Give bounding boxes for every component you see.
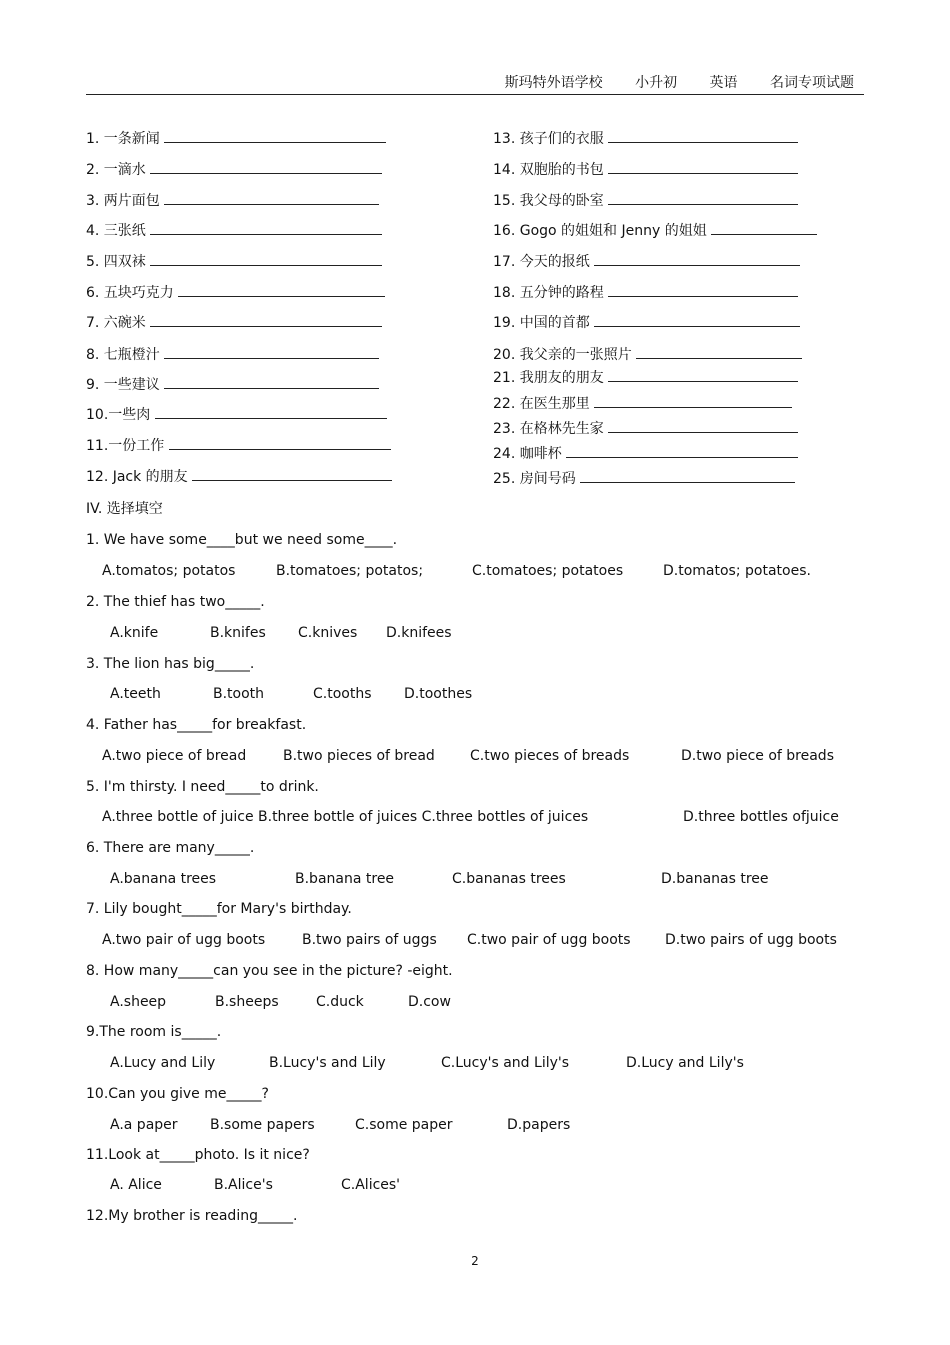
answer-blank[interactable] bbox=[594, 314, 800, 327]
item-8: 8. 七瓶橙汁 bbox=[86, 346, 379, 364]
option-8c[interactable]: C.duck bbox=[316, 994, 364, 1010]
answer-blank[interactable] bbox=[636, 346, 802, 359]
option-6d[interactable]: D.bananas tree bbox=[661, 871, 769, 887]
option-11b[interactable]: B.Alice's bbox=[214, 1177, 273, 1193]
answer-blank[interactable] bbox=[608, 369, 798, 382]
option-2a[interactable]: A.knife bbox=[110, 625, 159, 641]
question-5: 5. I'm thirsty. I need_____to drink. bbox=[86, 779, 319, 795]
option-5d[interactable]: D.three bottles ofjuice bbox=[683, 809, 839, 825]
answer-blank[interactable] bbox=[150, 314, 382, 327]
question-10: 10.Can you give me_____? bbox=[86, 1086, 269, 1102]
option-2d[interactable]: D.knifees bbox=[386, 625, 452, 641]
item-17: 17. 今天的报纸 bbox=[493, 253, 800, 271]
topic-label: 名词专项试题 bbox=[770, 75, 854, 91]
answer-blank[interactable] bbox=[608, 420, 798, 433]
item-10: 10.一些肉 bbox=[86, 406, 387, 424]
section-title: IV. 选择填空 bbox=[86, 501, 163, 517]
answer-blank[interactable] bbox=[164, 130, 386, 143]
answer-blank[interactable] bbox=[566, 445, 798, 458]
item-15: 15. 我父母的卧室 bbox=[493, 192, 798, 210]
subject-label: 英语 bbox=[709, 75, 738, 91]
answer-blank[interactable] bbox=[164, 192, 379, 205]
question-9: 9.The room is_____. bbox=[86, 1024, 222, 1040]
option-9a[interactable]: A.Lucy and Lily bbox=[110, 1055, 216, 1071]
item-25: 25. 房间号码 bbox=[493, 470, 795, 488]
answer-blank[interactable] bbox=[580, 470, 795, 483]
item-23: 23. 在格林先生家 bbox=[493, 420, 798, 438]
answer-blank[interactable] bbox=[178, 284, 385, 297]
item-2: 2. 一滴水 bbox=[86, 161, 382, 179]
answer-blank[interactable] bbox=[164, 346, 379, 359]
option-7a[interactable]: A.two pair of ugg boots bbox=[102, 932, 266, 948]
answer-blank[interactable] bbox=[594, 395, 792, 408]
option-1a[interactable]: A.tomatos; potatos bbox=[102, 563, 236, 579]
answer-blank[interactable] bbox=[150, 161, 382, 174]
option-1d[interactable]: D.tomatos; potatoes. bbox=[663, 563, 811, 579]
option-7d[interactable]: D.two pairs of ugg boots bbox=[665, 932, 837, 948]
item-24: 24. 咖啡杯 bbox=[493, 445, 798, 463]
option-10d[interactable]: D.papers bbox=[507, 1117, 571, 1133]
item-9: 9. 一些建议 bbox=[86, 376, 379, 394]
option-9c[interactable]: C.Lucy's and Lily's bbox=[441, 1055, 570, 1071]
answer-blank[interactable] bbox=[608, 130, 798, 143]
option-10b[interactable]: B.some papers bbox=[210, 1117, 315, 1133]
item-14: 14. 双胞胎的书包 bbox=[493, 161, 798, 179]
question-3: 3. The lion has big_____. bbox=[86, 656, 255, 672]
option-1b[interactable]: B.tomatoes; potatos; bbox=[276, 563, 424, 579]
answer-blank[interactable] bbox=[164, 376, 379, 389]
option-9d[interactable]: D.Lucy and Lily's bbox=[626, 1055, 744, 1071]
option-2c[interactable]: C.knives bbox=[298, 625, 358, 641]
answer-blank[interactable] bbox=[155, 406, 387, 419]
option-7b[interactable]: B.two pairs of uggs bbox=[302, 932, 437, 948]
answer-blank[interactable] bbox=[594, 253, 800, 266]
question-6: 6. There are many_____. bbox=[86, 840, 255, 856]
item-1: 1. 一条新闻 bbox=[86, 130, 386, 148]
answer-blank[interactable] bbox=[169, 437, 391, 450]
page-number: 2 bbox=[471, 1254, 479, 1268]
question-12: 12.My brother is reading_____. bbox=[86, 1208, 298, 1224]
answer-blank[interactable] bbox=[608, 161, 798, 174]
school-name: 斯玛特外语学校 bbox=[504, 75, 603, 91]
item-6: 6. 五块巧克力 bbox=[86, 284, 385, 302]
question-4: 4. Father has_____for breakfast. bbox=[86, 717, 307, 733]
grade-label: 小升初 bbox=[635, 75, 678, 91]
answer-blank[interactable] bbox=[150, 222, 382, 235]
item-5: 5. 四双袜 bbox=[86, 253, 382, 271]
answer-blank[interactable] bbox=[150, 253, 382, 266]
option-11a[interactable]: A. Alice bbox=[110, 1177, 162, 1193]
item-4: 4. 三张纸 bbox=[86, 222, 382, 240]
item-11: 11.一份工作 bbox=[86, 437, 391, 455]
option-3b[interactable]: B.tooth bbox=[213, 686, 265, 702]
item-12: 12. Jack 的朋友 bbox=[86, 468, 392, 486]
option-3a[interactable]: A.teeth bbox=[110, 686, 161, 702]
option-3d[interactable]: D.toothes bbox=[404, 686, 473, 702]
option-4b[interactable]: B.two pieces of bread bbox=[283, 748, 435, 764]
option-6b[interactable]: B.banana tree bbox=[295, 871, 395, 887]
item-3: 3. 两片面包 bbox=[86, 192, 379, 210]
question-7: 7. Lily bought_____for Mary's birthday. bbox=[86, 901, 352, 917]
option-9b[interactable]: B.Lucy's and Lily bbox=[269, 1055, 386, 1071]
item-22: 22. 在医生那里 bbox=[493, 395, 792, 413]
option-7c[interactable]: C.two pair of ugg boots bbox=[467, 932, 631, 948]
question-8: 8. How many_____can you see in the picture? -eight. bbox=[86, 963, 453, 979]
item-13: 13. 孩子们的衣服 bbox=[493, 130, 798, 148]
item-20: 20. 我父亲的一张照片 bbox=[493, 346, 802, 364]
option-8b[interactable]: B.sheeps bbox=[215, 994, 279, 1010]
option-8a[interactable]: A.sheep bbox=[110, 994, 167, 1010]
header-text bbox=[477, 72, 854, 92]
answer-blank[interactable] bbox=[711, 222, 817, 235]
option-10a[interactable]: A.a paper bbox=[110, 1117, 178, 1133]
option-8d[interactable]: D.cow bbox=[408, 994, 451, 1010]
option-11c[interactable]: C.Alices' bbox=[341, 1177, 401, 1193]
page-header bbox=[86, 70, 864, 95]
question-2: 2. The thief has two_____. bbox=[86, 594, 265, 610]
option-4a[interactable]: A.two piece of bread bbox=[102, 748, 247, 764]
option-6c[interactable]: C.bananas trees bbox=[452, 871, 566, 887]
option-5abc[interactable]: A.three bottle of juice B.three bottle of juices C.three bottles of juices bbox=[102, 809, 589, 825]
answer-blank[interactable] bbox=[608, 192, 798, 205]
item-21: 21. 我朋友的朋友 bbox=[493, 369, 798, 387]
item-19: 19. 中国的首都 bbox=[493, 314, 800, 332]
option-2b[interactable]: B.knifes bbox=[210, 625, 266, 641]
answer-blank[interactable] bbox=[608, 284, 798, 297]
option-3c[interactable]: C.tooths bbox=[313, 686, 372, 702]
option-1c[interactable]: C.tomatoes; potatoes bbox=[472, 563, 624, 579]
option-4d[interactable]: D.two piece of breads bbox=[681, 748, 834, 764]
item-16: 16. Gogo 的姐姐和 Jenny 的姐姐 bbox=[493, 222, 817, 240]
answer-blank[interactable] bbox=[192, 468, 392, 481]
item-7: 7. 六碗米 bbox=[86, 314, 382, 332]
item-18: 18. 五分钟的路程 bbox=[493, 284, 798, 302]
option-10c[interactable]: C.some paper bbox=[355, 1117, 453, 1133]
option-4c[interactable]: C.two pieces of breads bbox=[470, 748, 630, 764]
question-11: 11.Look at_____photo. Is it nice? bbox=[86, 1147, 310, 1163]
option-6a[interactable]: A.banana trees bbox=[110, 871, 217, 887]
question-1: 1. We have some____but we need some____. bbox=[86, 532, 398, 548]
